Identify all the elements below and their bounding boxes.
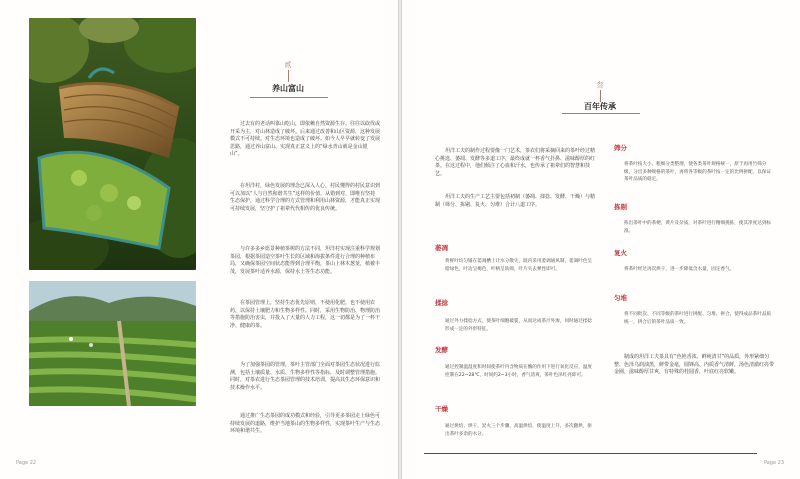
tea-field-photo xyxy=(29,281,196,406)
paragraph: 过去有的老话叫靠山吃山，即依赖自然资源生存。往往以砍伐或开采为主，对山林造成了破坏。后来通过改善和山区资源，这种发展模式不可持续。对生态环境也造成了破坏。如今人早早就转变了发展思路，通过养山富山、实现真正意义上的“绿水青山就是金山银山”。 xyxy=(230,121,381,157)
page-number: Page 23 xyxy=(763,460,784,466)
title-underline xyxy=(562,113,640,114)
step-text: 通过控制温湿度和时间使茶叶内含物质在酶的作用下进行氧化反应，温度控制在22~28℃，时间约2~3小时，香气清爽，茶叶色泽红亮即可。 xyxy=(445,365,593,378)
step-title: 匀堆 xyxy=(614,294,627,302)
section-title: 养山富山 xyxy=(272,84,304,93)
intro-paragraph: 坦洋工夫的制作过程要像一门艺术，茶农们将采摘回来的茶叶经过精心挑选、萎凋、发酵等多道工序，最终成就一杯香气扑鼻、滋味醇厚的红茶。在这过程中，他们倾注了心血和汗水，也传承了祖辈们的智慧和技艺。 xyxy=(435,148,596,177)
intro-paragraph: 坦洋工夫的生产工艺主要包括初制（萎凋、揉捻、发酵、干燥）与精制（筛分、拣剔、复火、匀堆）合计八道工序。 xyxy=(435,194,596,208)
closing-paragraph: 制成的坦洋工夫茶具有“色艳香浓、鲜纯清甘”的品质，外形紧细匀整、色泽乌润油黑，鲜带金毫，圆锋高、内质香气清鲜，汤色清澈红亮带金圈，滋味醇厚甘爽，有特殊的桂圆香，叶底红亮软嫩。 xyxy=(614,354,775,375)
paragraph: 为了加强茶园的管理，茶叶主管部门全面对茶园生态状况进行监测，包括土壤质量、水质、生物多样性等指标，及时调整管理措施。同时，对茶农进行生态茶园管理的技术培训，提高其生态环保意识和技术操作水平。 xyxy=(230,362,381,391)
step-text: 通过烘焙、烘干、炭火三个步骤，高温烘焙，使温度上升，多次翻烘，驱出茶叶多余的水分。 xyxy=(445,424,593,437)
paragraph: 在茶园管理上，坚持生态优先原则，不使用化肥，也不使用农药，以保持土壤肥力和生物多样性。同时，采用生物防治、物理防治等措施防治害虫，并投入了大量的人力工程，这一切都是为了一杯干净、健康的茶。 xyxy=(230,300,381,329)
section-number: 贰 xyxy=(284,61,292,69)
step-text: 将鲜叶均匀铺在萎凋槽上让水分散失，既内采用萎调通风制，萎凋叶色呈暗绿色，叶边呈褐色，叶柄呈软绵，叶片失去弹性即可。 xyxy=(445,259,593,272)
paragraph: 与许多多乡愿景种植茶树的方法不同，坦洋村实现注重科学规划茶园，根据茶园造空茶叶生长的区域和海拔条件进行合理的种植布局，又确保茶园空间状态能得到合理平衡，茶山上林木葱茏，植被丰茂，发展茶叶适养水源，保持水土等生态功能。 xyxy=(230,246,381,275)
step-title: 萎凋 xyxy=(435,244,448,252)
step-title: 复火 xyxy=(614,249,627,257)
footer-rule xyxy=(424,453,757,454)
section-divider xyxy=(288,70,289,82)
step-text: 拣出茶叶中的茶梗、黄片及杂质，对茶叶进行精细挑拣，使其净度达到标准。 xyxy=(624,221,772,234)
step-title: 拣剔 xyxy=(614,203,627,211)
tea-basket-photo xyxy=(29,18,196,270)
section-number: 叁 xyxy=(596,81,604,89)
right-page xyxy=(402,0,800,479)
section-title: 百年传承 xyxy=(584,102,616,111)
step-text: 将不同批次、不同等级的茶叶进行拼配、匀堆、拼合，使得成品茶叶品质统一，拼合后的茶叶品质一致。 xyxy=(624,312,772,325)
step-title: 干燥 xyxy=(435,405,448,413)
paragraph: 在坦洋村，绿色发展的理念已深入人心，村民懂得的村民意识到可以加以“人与自然和谐共生”这样的价值，从错到对，即唯有坚持生态保护，通过科学合理的方式管理和利用山林资源，才能真正实现可持续发展，坚守护了祖辈代代相传的优良传统。 xyxy=(230,183,381,212)
step-text: 将茶叶经过再次烘干，进一步降低含水量，固定香气。 xyxy=(624,267,735,272)
page-number: Page 22 xyxy=(16,460,37,466)
paragraph: 通过推广生态茶园的成功模式和经验，引导更多茶园走上绿色可持续发展的道路，维护当地茶山的生物多样性，实现茶叶生产与生态环境和谐共生。 xyxy=(230,413,381,434)
step-text: 将茶叶按大小、粗细分类整理，使各类茶叶规格统一，原于再用竹筛分级，分出多种规格的茶叶，再将各等级的茶叶按一定的比例拼配，以保证茶叶品质的稳定。 xyxy=(624,162,772,182)
title-underline xyxy=(250,97,328,98)
left-page xyxy=(0,0,398,479)
step-title: 发酵 xyxy=(435,346,448,354)
step-text: 通过外力揉捻方式，使茶叶细胞破裂，从而达成茶汁外渗，同时通过揉捻形成一定的外形特征。 xyxy=(445,319,593,332)
step-title: 揉捻 xyxy=(435,299,448,307)
step-title: 筛分 xyxy=(614,144,627,152)
